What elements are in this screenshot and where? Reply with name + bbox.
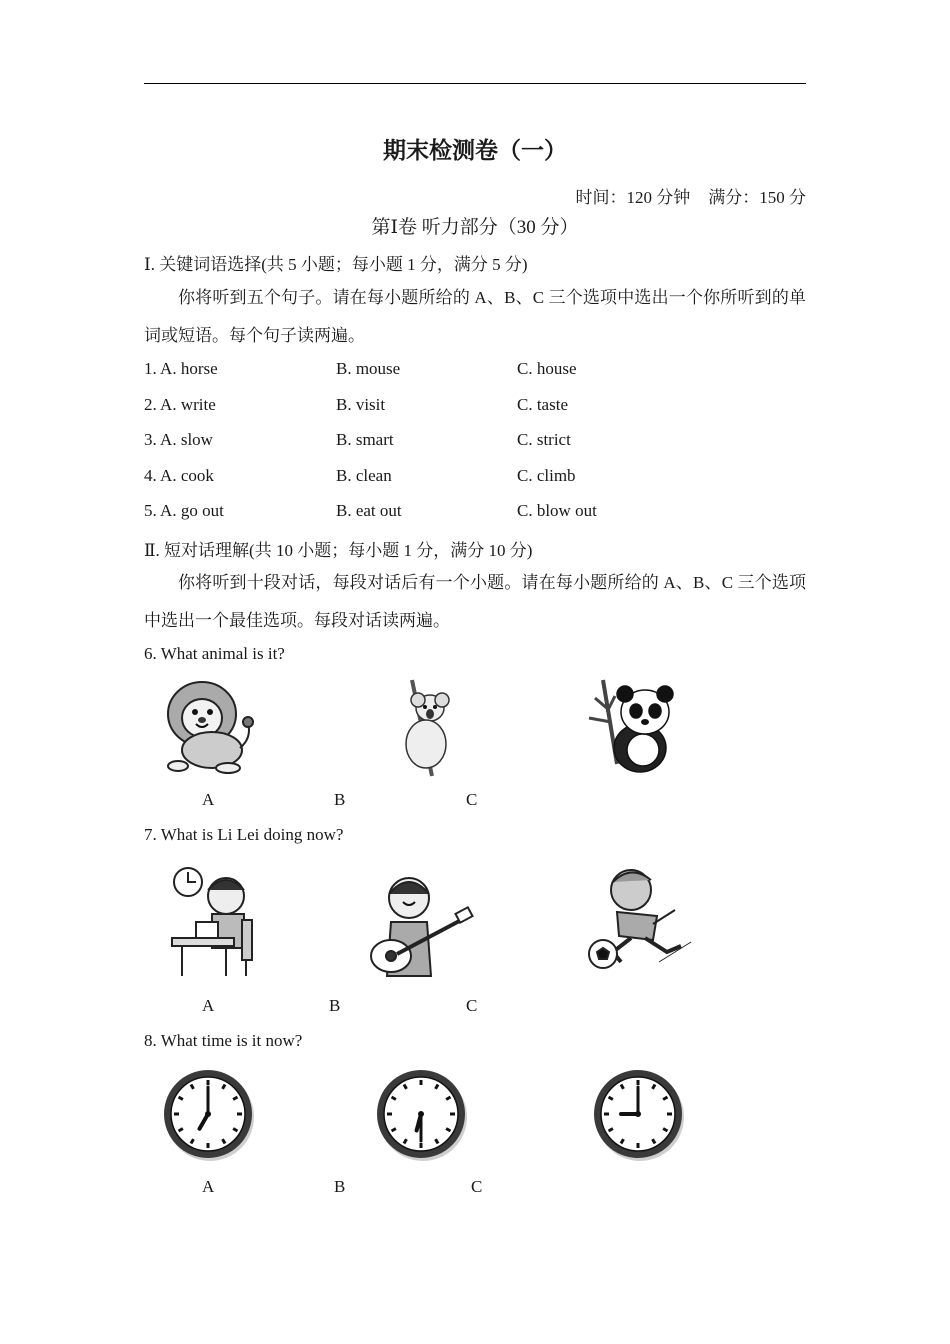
- clock-seven-oclock: [160, 1066, 256, 1162]
- question-3-option-c: C. strict: [517, 430, 571, 449]
- question-4-option-b: B. clean: [336, 466, 392, 485]
- question-5-option-a: 5. A. go out: [144, 501, 224, 520]
- question-5-option-c: C. blow out: [517, 501, 597, 520]
- lion-picture: [160, 678, 260, 778]
- question-3-option-a: 3. A. slow: [144, 430, 213, 449]
- question-6-text: 6. What animal is it?: [144, 644, 285, 663]
- question-5-option-b: B. eat out: [336, 501, 402, 520]
- question-2-option-c: C. taste: [517, 395, 568, 414]
- question-7-label-a: A: [202, 996, 215, 1015]
- full-score: 满分：150 分: [708, 188, 806, 207]
- boy-playing-football-picture: [583, 866, 695, 976]
- question-3-option-b: B. smart: [336, 430, 394, 449]
- question-8-label-a: A: [202, 1177, 215, 1196]
- question-7-text: 7. What is Li Lei doing now?: [144, 825, 344, 844]
- question-8-label-c: C: [471, 1177, 483, 1196]
- panda-picture: [585, 678, 680, 778]
- question-8-label-b: B: [334, 1177, 346, 1196]
- page-title: 期末检测卷（一）: [383, 138, 567, 164]
- question-8-text: 8. What time is it now?: [144, 1031, 303, 1050]
- section1-heading: Ⅰ. 关键词语选择(共 5 小题；每小题 1 分，满分 5 分): [144, 255, 528, 274]
- clock-nine-oclock: [590, 1066, 686, 1162]
- boy-reading-picture: [168, 866, 260, 978]
- koala-picture: [390, 678, 460, 778]
- exam-meta: [576, 183, 807, 208]
- section1-instructions: 你将听到五个句子。请在每小题所给的 A、B、C 三个选项中选出一个你所听到的单词或短语。每个句子读两遍。: [144, 288, 806, 345]
- question-6-label-c: C: [466, 790, 478, 809]
- question-7-label-c: C: [466, 996, 478, 1015]
- question-2-option-b: B. visit: [336, 395, 386, 414]
- question-1-option-c: C. house: [517, 359, 577, 378]
- question-6-label-a: A: [202, 790, 215, 809]
- header-rule: [144, 83, 806, 84]
- question-1-option-a: 1. A. horse: [144, 359, 218, 378]
- question-7-label-b: B: [329, 996, 341, 1015]
- question-2-option-a: 2. A. write: [144, 395, 216, 414]
- section2-instructions: 你将听到十段对话，每段对话后有一个小题。请在每小题所给的 A、B、C 三个选项中选出一个最佳选项。每段对话读两遍。: [144, 573, 806, 630]
- boy-playing-guitar-picture: [365, 872, 475, 980]
- section2-heading: Ⅱ. 短对话理解(共 10 小题；每小题 1 分，满分 10 分): [144, 541, 533, 560]
- question-4-option-c: C. climb: [517, 466, 576, 485]
- clock-six-thirty: [373, 1066, 469, 1162]
- part-title: 第Ⅰ卷 听力部分（30 分）: [371, 217, 579, 238]
- question-4-option-a: 4. A. cook: [144, 466, 214, 485]
- question-1-option-b: B. mouse: [336, 359, 401, 378]
- time-limit: 时间：120 分钟: [575, 188, 691, 207]
- question-6-label-b: B: [334, 790, 346, 809]
